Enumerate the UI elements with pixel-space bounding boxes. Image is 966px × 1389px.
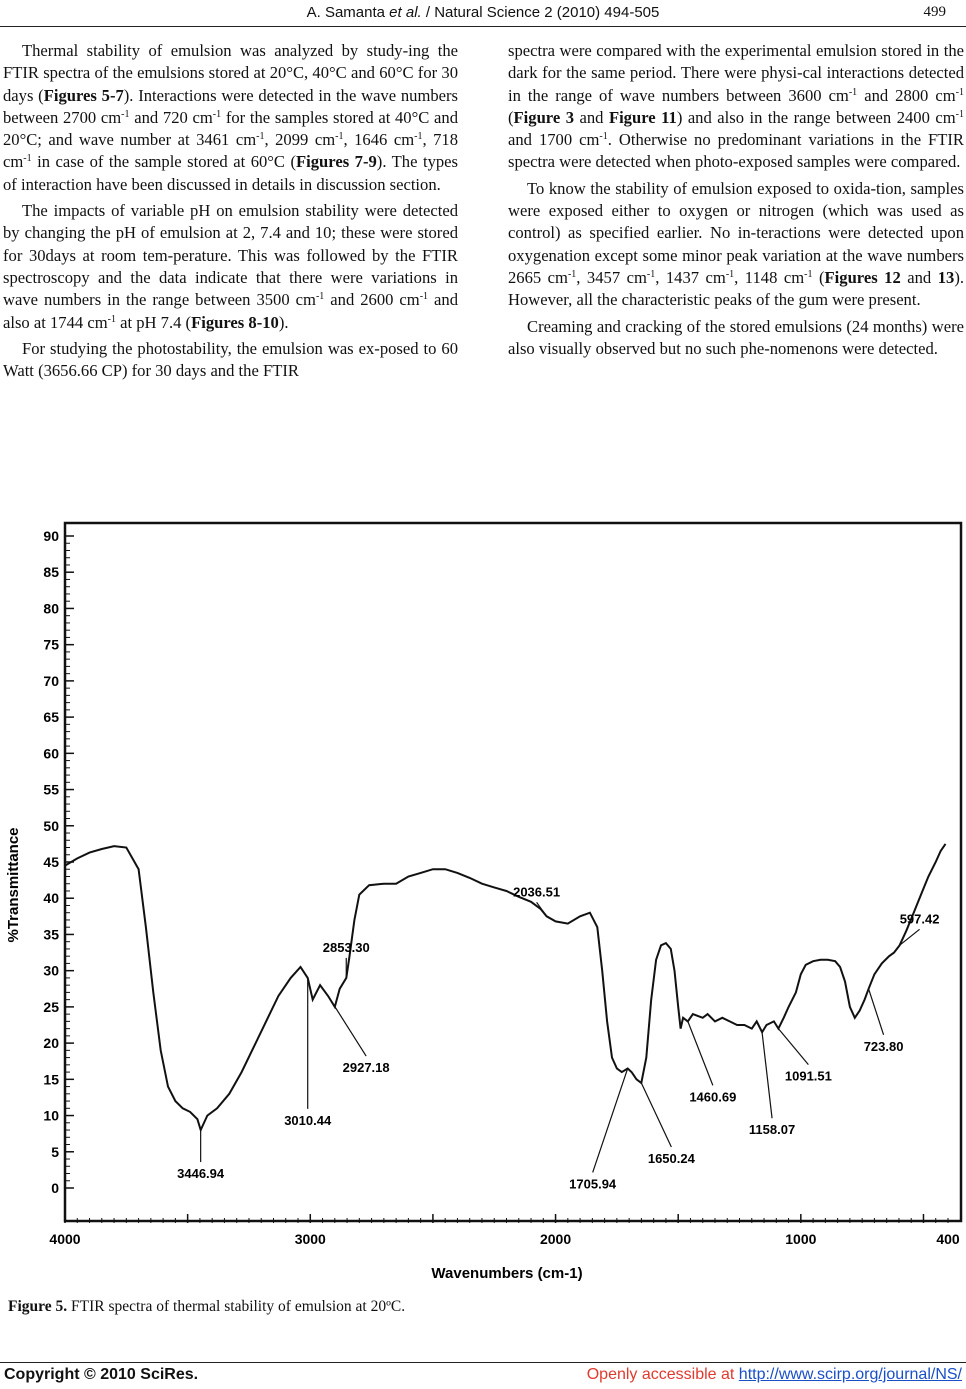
peak-annotations — [177, 884, 939, 1191]
peak-leader-line — [688, 1021, 713, 1085]
x-tick-label: 2000 — [539, 1231, 572, 1247]
peak-label: 1705.94 — [569, 1176, 617, 1192]
peak-leader-line — [593, 1068, 628, 1172]
peak-label: 2927.18 — [342, 1060, 390, 1076]
caption-label: Figure 5. — [8, 1298, 68, 1315]
y-tick-label: 65 — [43, 709, 59, 726]
footer-rule — [0, 1362, 966, 1363]
right-column — [508, 40, 964, 364]
peak-label: 1650.24 — [647, 1150, 695, 1166]
y-tick-label: 30 — [43, 962, 59, 979]
caption-text: FTIR spectra of thermal stability of emulsion at 20ºC. — [67, 1298, 406, 1315]
y-tick-label: 15 — [43, 1071, 59, 1088]
peak-label: 1091.51 — [784, 1068, 832, 1084]
right-paragraph-3: Creaming and cracking of the stored emulsions (24 months) were also visually observed but no such phe-nomenons were detected. — [508, 316, 964, 358]
y-tick-label: 45 — [43, 854, 59, 870]
ftir-figure — [0, 515, 966, 1290]
x-axis-ticks — [49, 1214, 959, 1247]
header-rule — [0, 26, 966, 27]
peak-label: 3010.44 — [284, 1112, 332, 1128]
right-paragraph-2: To know the stability of emulsion exposed to oxida-tion, samples were exposed either to oxygen or nitrogen (which was used as control) as specified earlier. No in-teractions were detected upon oxygenation except some minor peak variation at the wave numbers 2665 $cm^{-1}$, 3457 $cm^{-1}$, 1437 $cm^{-1}$, 1148 $cm^{-1}$ (Figures 12 and 13). However, all the characteristic peaks of the gum were present. — [508, 178, 965, 310]
left-paragraph-1: Thermal stability of emulsion was analyzed by study-ing the FTIR spectra of the emulsions stored at 20°C, 40°C and 60°C for 30 days (Figures 5-7). Interactions were detected in the wave numbers between 2700 $cm^{-1}$ and 720 $cm^{-1}$ for the samples stored at 40°C and 20°C; and wave number at 3461 $cm^{-1}$, 2099 $cm^{-1}$, 1646 $cm^{-1}$, 718 $cm^{-1}$ in case of the sample stored at 60°C (Figures 7-9). The types of interaction have been discussed in details in discussion section. — [3, 41, 459, 194]
peak-leader-line — [778, 1029, 808, 1065]
y-tick-label: 10 — [43, 1107, 59, 1124]
y-tick-label: 5 — [51, 1143, 59, 1160]
y-tick-label: 80 — [43, 600, 59, 617]
y-tick-label: 85 — [43, 564, 59, 581]
y-tick-label: 90 — [43, 528, 59, 544]
peak-label: 2853.30 — [322, 939, 370, 955]
x-tick-label: 400 — [936, 1231, 960, 1247]
running-head-etal: et al. — [389, 4, 422, 21]
figure-ref: Figure 3 — [513, 107, 575, 127]
peak-leader-line — [328, 996, 366, 1056]
y-tick-label: 20 — [43, 1035, 59, 1052]
peak-leader-line — [537, 902, 547, 916]
peak-label: 1460.69 — [689, 1089, 737, 1105]
peak-leader-line — [641, 1083, 671, 1147]
figure-caption — [8, 1298, 405, 1316]
y-tick-label: 70 — [43, 672, 59, 689]
copyright: Copyright © 2010 SciRes. — [4, 1366, 199, 1383]
peak-label: 597.42 — [899, 911, 940, 927]
y-tick-label: 60 — [43, 745, 59, 762]
figure-ref: Figures 7-9 — [296, 152, 377, 172]
page-header — [0, 2, 966, 24]
peak-label: 2036.51 — [513, 884, 561, 900]
x-tick-label: 4000 — [49, 1231, 81, 1247]
x-tick-label: 1000 — [785, 1231, 817, 1247]
figure-ref: Figure 11 — [608, 107, 677, 127]
left-column — [3, 40, 458, 386]
y-axis-label: %Transmittance — [5, 827, 22, 943]
plot-frame — [65, 523, 961, 1221]
figure-ref: Figures 12 — [824, 267, 901, 287]
left-paragraph-3: For studying the photostability, the emulsion was ex-posed to 60 Watt (3656.66 CP) for 30 days and the FTIR — [3, 338, 458, 381]
running-head-authors: A. Samanta — [306, 4, 390, 21]
peak-label: 1158.07 — [748, 1122, 796, 1138]
peak-label: 3446.94 — [177, 1166, 225, 1182]
y-tick-label: 75 — [43, 636, 59, 653]
figure-ref: 13 — [937, 267, 955, 287]
peak-leader-line — [762, 1032, 772, 1118]
journal-link[interactable]: http://www.scirp.org/journal/NS/ — [738, 1366, 962, 1383]
figure-ref: Figures 8-10 — [191, 312, 279, 332]
y-tick-label: 0 — [51, 1180, 59, 1196]
y-tick-label: 25 — [43, 998, 59, 1015]
x-tick-label: 3000 — [294, 1231, 326, 1247]
x-axis-label: Wavenumbers (cm-1) — [431, 1265, 583, 1282]
running-head — [0, 4, 966, 21]
y-tick-label: 35 — [43, 926, 59, 943]
figure-ref: Figures 5-7 — [43, 85, 124, 105]
peak-leader-line — [869, 989, 884, 1035]
right-paragraph-1: spectra were compared with the experimental emulsion stored in the dark for the same period. There were physi-cal interactions detected in the range of wave numbers between 3600 $cm^{-1}$ and 2800 $cm^{-1}$ (Figure 3 and Figure 11) and also in the range between 2400 $cm^{-1}$ and 1700 $cm^{-1}$. Otherwise no predominant variations in the FTIR spectra were detected when photo-exposed samples were compared. — [508, 41, 965, 172]
page-number: 499 — [923, 4, 946, 20]
y-tick-label: 40 — [43, 890, 59, 907]
y-tick-label: 50 — [43, 817, 59, 834]
spectrum-line — [65, 844, 946, 1130]
y-tick-label: 55 — [43, 781, 59, 798]
left-paragraph-2: The impacts of variable pH on emulsion stability were detected by changing the pH of emulsion at 2, 7.4 and 10; these were stored for 30days at room tem-perature. This was followed by the FTIR spectroscopy and the data indicate that there were variations in wave numbers in the range between 3500 $cm^{-1}$ and 2600 $cm^{-1}$ and also at 1744 $cm^{-1}$ at pH 7.4 (Figures 8-10). — [3, 201, 459, 332]
open-access-note: Openly accessible at http://www.scirp.org/journal/NS/ — [586, 1366, 962, 1383]
peak-label: 723.80 — [863, 1038, 904, 1054]
running-head-journal: / Natural Science 2 (2010) 494-505 — [421, 4, 660, 21]
ftir-chart — [0, 515, 966, 1290]
